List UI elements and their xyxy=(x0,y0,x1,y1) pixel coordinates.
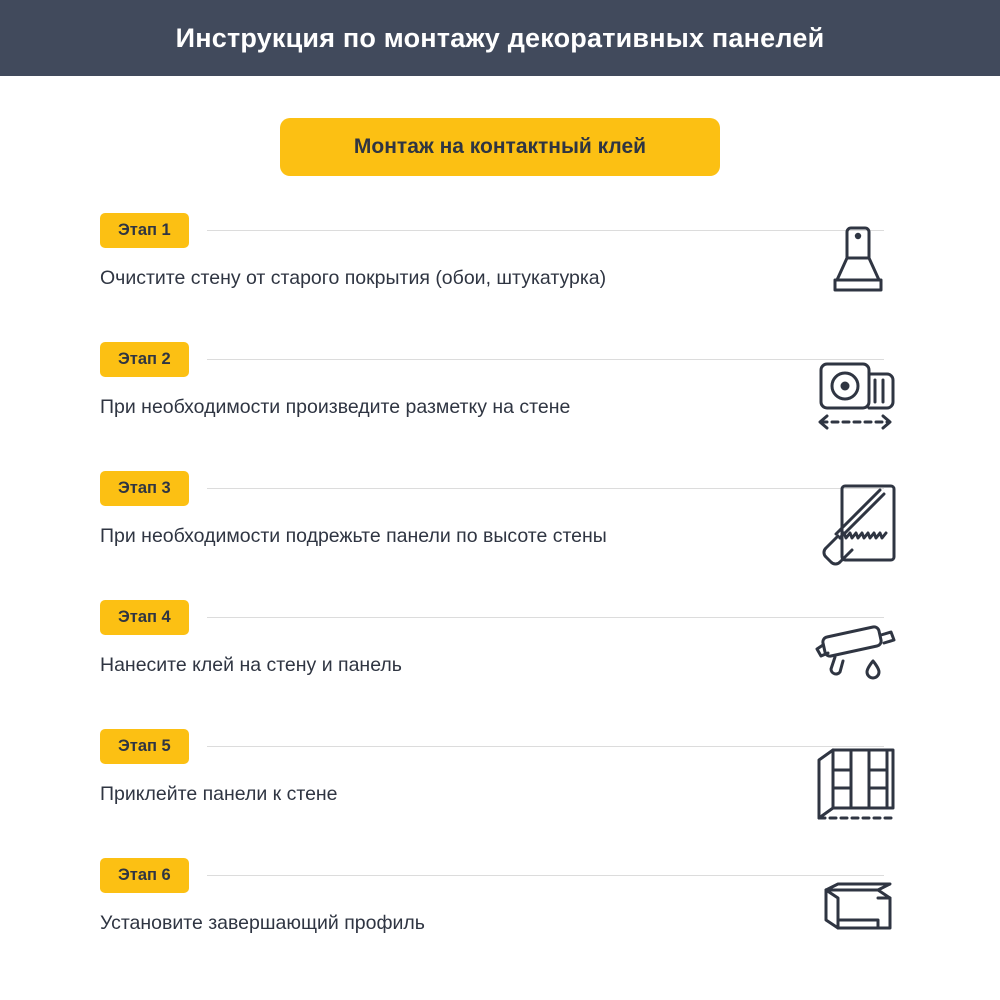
step-item xyxy=(0,853,1000,982)
subtitle-container xyxy=(0,118,1000,176)
header-bar xyxy=(0,0,1000,76)
caulking-gun-icon xyxy=(809,603,905,707)
step-divider xyxy=(207,746,884,747)
subtitle-badge: Монтаж на контактный клей xyxy=(280,118,720,176)
step-item xyxy=(0,337,1000,466)
step-description: При необходимости произведите разметку на стене xyxy=(100,396,571,418)
step-badge: Этап 5 xyxy=(100,729,189,764)
step-header xyxy=(100,595,890,639)
step-description: Приклейте панели к стене xyxy=(100,783,338,805)
step-badge: Этап 6 xyxy=(100,858,189,893)
putty-knife-icon xyxy=(809,216,905,320)
step-description: При необходимости подрежьте панели по высоте стены xyxy=(100,525,607,547)
steps-list xyxy=(0,208,1000,982)
step-header xyxy=(100,724,890,768)
step-divider xyxy=(207,875,884,876)
step-badge: Этап 2 xyxy=(100,342,189,377)
finish-profile-icon xyxy=(809,861,905,965)
step-divider xyxy=(207,617,884,618)
step-divider xyxy=(207,359,884,360)
step-divider xyxy=(207,230,884,231)
step-item xyxy=(0,595,1000,724)
step-divider xyxy=(207,488,884,489)
step-header xyxy=(100,208,890,252)
step-description: Нанесите клей на стену и панель xyxy=(100,654,402,676)
step-header xyxy=(100,337,890,381)
step-header xyxy=(100,853,890,897)
step-badge: Этап 3 xyxy=(100,471,189,506)
step-item xyxy=(0,724,1000,853)
wall-panel-icon xyxy=(809,732,905,836)
step-badge: Этап 1 xyxy=(100,213,189,248)
page-title: Инструкция по монтажу декоративных панелей xyxy=(175,22,825,53)
step-badge: Этап 4 xyxy=(100,600,189,635)
tape-measure-icon xyxy=(809,345,905,449)
step-header xyxy=(100,466,890,510)
step-description: Установите завершающий профиль xyxy=(100,912,425,934)
step-item xyxy=(0,208,1000,337)
hand-saw-icon xyxy=(809,474,905,578)
step-description: Очистите стену от старого покрытия (обои, штукатурка) xyxy=(100,267,607,289)
step-item xyxy=(0,466,1000,595)
